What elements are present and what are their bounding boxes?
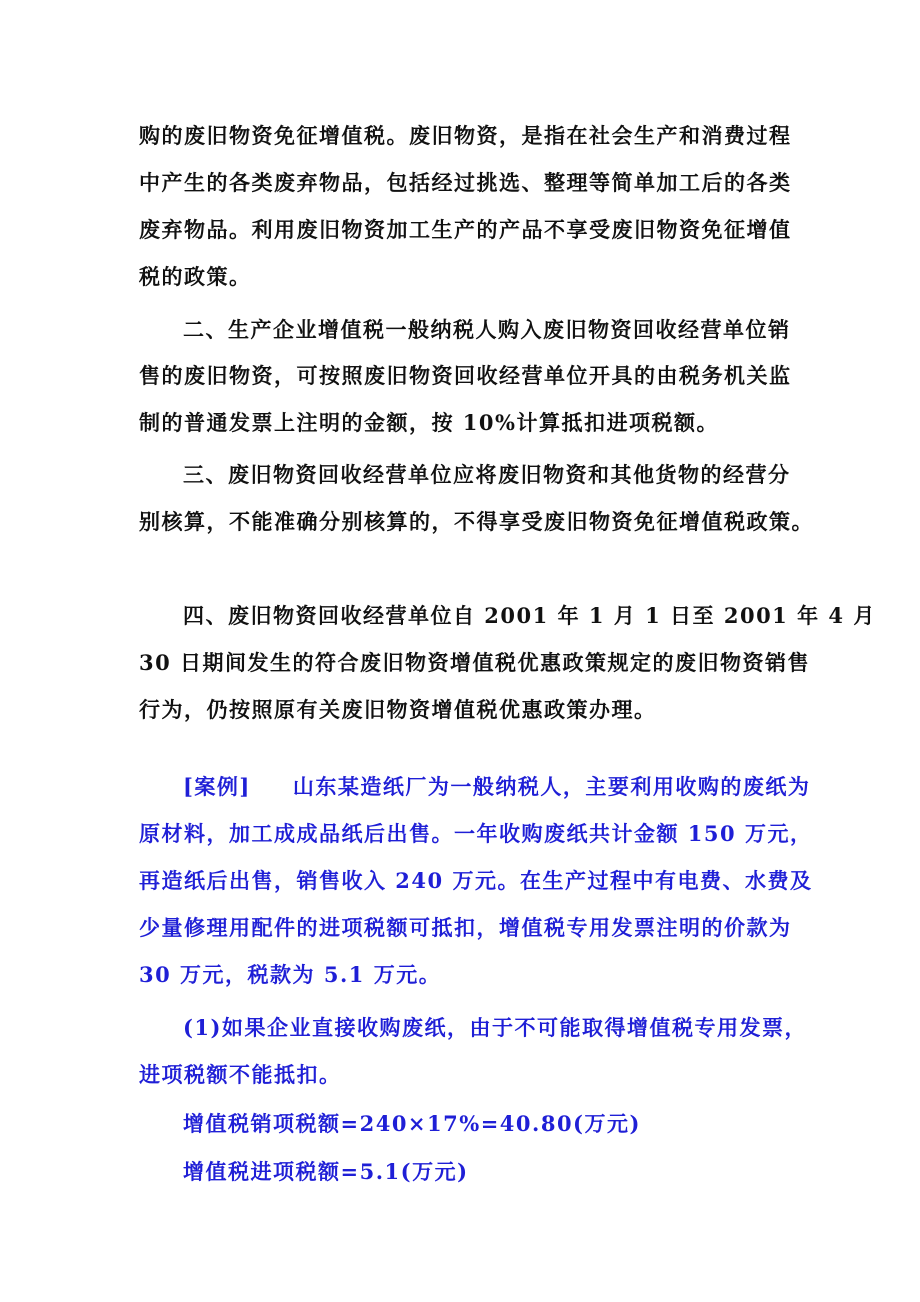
paragraph-line: 二、生产企业增值税一般纳税人购入废旧物资回收经营单位销 xyxy=(183,317,791,342)
paragraph-line: 行为，仍按照原有关废旧物资增值税优惠政策办理。 xyxy=(139,697,657,722)
paragraph-line: 税的政策。 xyxy=(139,264,252,289)
case-line: 进项税额不能抵扣。 xyxy=(139,1062,342,1087)
paragraph-line: 三、废旧物资回收经营单位应将废旧物资和其他货物的经营分 xyxy=(183,462,791,487)
paragraph-line: 制的普通发票上注明的金额，按 10%计算抵扣进项税额。 xyxy=(139,410,719,435)
paragraph-line: 售的废旧物资，可按照废旧物资回收经营单位开具的由税务机关监 xyxy=(139,363,792,388)
paragraph-line: 四、废旧物资回收经营单位自 2001 年 1 月 1 日至 2001 年 4 月 xyxy=(183,603,876,628)
case-first-line-text: 山东某造纸厂为一般纳税人，主要利用收购的废纸为 xyxy=(292,774,811,799)
case-tag: [案例] xyxy=(183,774,251,799)
paragraph-line: 别核算，不能准确分别核算的，不得享受废旧物资免征增值税政策。 xyxy=(139,509,814,534)
case-line: 原材料，加工成成品纸后出售。一年收购废纸共计金额 150 万元， xyxy=(139,821,813,846)
paragraph-line: 中产生的各类废弃物品，包括经过挑选、整理等简单加工后的各类 xyxy=(139,170,792,195)
case-first-line xyxy=(183,775,810,799)
paragraph-line: 30 日期间发生的符合废旧物资增值税优惠政策规定的废旧物资销售 xyxy=(139,650,811,675)
output-tax-formula: 增值税销项税额=240×17%=40.80(万元) xyxy=(183,1111,641,1136)
case-line: 再造纸后出售，销售收入 240 万元。在生产过程中有电费、水费及 xyxy=(139,868,813,893)
case-line: 少量修理用配件的进项税额可抵扣，增值税专用发票注明的价款为 xyxy=(139,915,792,940)
case-line: 30 万元，税款为 5.1 万元。 xyxy=(139,962,442,987)
paragraph-line: 购的废旧物资免征增值税。废旧物资，是指在社会生产和消费过程 xyxy=(139,123,792,148)
case-line: (1)如果企业直接收购废纸，由于不可能取得增值税专用发票， xyxy=(183,1015,807,1040)
input-tax-formula: 增值税进项税额=5.1(万元) xyxy=(183,1159,469,1184)
paragraph-line: 废弃物品。利用废旧物资加工生产的产品不享受废旧物资免征增值 xyxy=(139,217,792,242)
